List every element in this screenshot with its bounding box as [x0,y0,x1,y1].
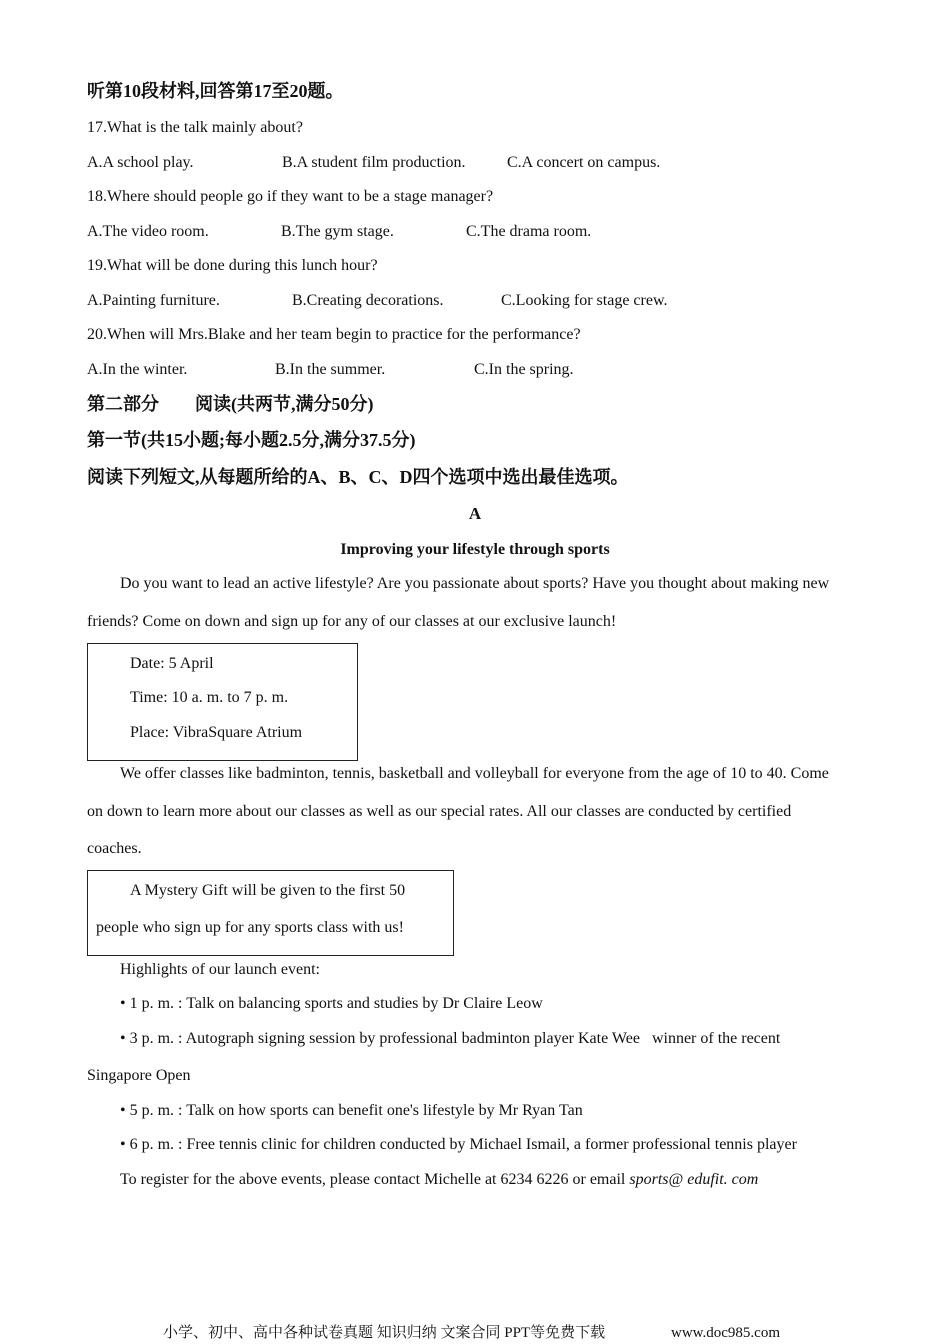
option-18-c: C.The drama room. [466,223,592,240]
question-20: 20.When will Mrs.Blake and her team begin to practice for the performance? [87,326,581,343]
highlight-item: • 3 p. m. : Autograph signing session by professional badminton player Kate Wee winner of the recent [120,1030,781,1047]
register-line [120,1170,758,1190]
highlight-item: • 1 p. m. : Talk on balancing sports and studies by Dr Claire Leow [120,995,543,1012]
option-17-c: C.A concert on campus. [507,154,661,171]
passage-title: Improving your lifestyle through sports [340,541,610,558]
highlight-item: • 5 p. m. : Talk on how sports can benefit one's lifestyle by Mr Ryan Tan [120,1102,583,1119]
gift-line-1: A Mystery Gift will be given to the first 50 [130,882,406,899]
option-18-b: B.The gym stage. [281,223,394,240]
event-time: Time: 10 a. m. to 7 p. m. [130,689,289,706]
option-20-a: A.In the winter. [87,361,188,378]
event-date: Date: 5 April [130,655,214,672]
highlights-title: Highlights of our launch event: [120,961,320,978]
passage-letter: A [468,504,482,523]
option-20-b: B.In the summer. [275,361,386,378]
option-19-a: A.Painting furniture. [87,292,220,309]
option-19-b: B.Creating decorations. [292,292,444,309]
gift-line-2: people who sign up for any sports class with us! [96,919,404,936]
highlight-item: • 6 p. m. : Free tennis clinic for children conducted by Michael Ismail, a former professional tennis player [120,1136,797,1153]
intro-line-2: friends? Come on down and sign up for any of our classes at our exclusive launch! [87,613,617,630]
question-18: 18.Where should people go if they want to be a stage manager? [87,188,494,205]
highlight-item-continued: Singapore Open [87,1067,191,1084]
option-18-a: A.The video room. [87,223,209,240]
register-email: sports@ edufit. com [629,1171,759,1188]
option-17-b: B.A student film production. [282,154,466,171]
offer-line-3: coaches. [87,840,142,857]
offer-line-2: on down to learn more about our classes as well as our special rates. All our classes are conducted by certified [87,803,792,820]
question-17: 17.What is the talk mainly about? [87,119,303,136]
intro-line-1: Do you want to lead an active lifestyle? Are you passionate about sports? Have you thought about making new [120,575,830,592]
option-17-a: A.A school play. [87,154,194,171]
section1-title: 第一节(共15小题;每小题2.5分,满分37.5分) [87,430,416,450]
part2-title: 第二部分 阅读(共两节,满分50分) [87,394,374,414]
event-place: Place: VibraSquare Atrium [130,724,303,741]
option-19-c: C.Looking for stage crew. [501,292,668,309]
reading-instruction: 阅读下列短文,从每题所给的A、B、C、D四个选项中选出最佳选项。 [87,467,629,487]
footer-link[interactable]: www.doc985.com [671,1325,781,1341]
option-20-c: C.In the spring. [474,361,574,378]
question-19: 19.What will be done during this lunch hour? [87,257,378,274]
register-text: To register for the above events, please contact Michelle at 6234 6226 or email [120,1171,630,1188]
footer-text: 小学、初中、高中各种试卷真题 知识归纳 文案合同 PPT等免费下载 [163,1325,606,1341]
offer-line-1: We offer classes like badminton, tennis, basketball and volleyball for everyone from the age of 10 to 40. Come [120,765,829,782]
section-header: 听第10段材料,回答第17至20题。 [87,81,344,101]
